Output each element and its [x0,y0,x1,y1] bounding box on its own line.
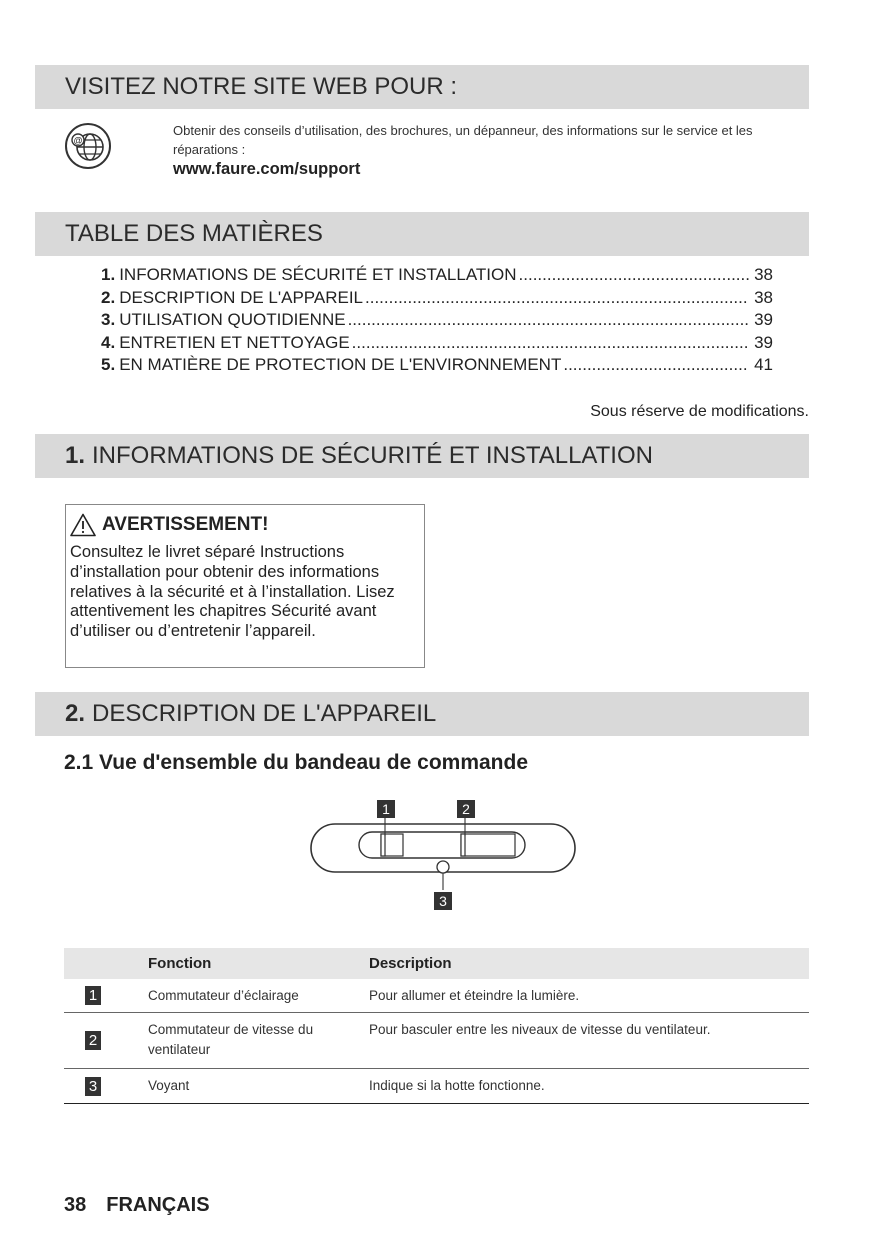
table-of-contents [101,265,773,378]
header-function: Fonction [148,955,212,972]
toc-item[interactable] [101,333,773,356]
control-functions-table [64,948,809,1104]
table-row [64,1069,809,1104]
website-description: Obtenir des conseils d’utilisation, des brochures, un dépanneur, des informations sur le service et les réparations : [173,123,753,157]
row-number-badge: 2 [85,1031,101,1050]
toc-item-number: 3. [101,310,116,329]
toc-item-page: 39 [754,332,773,352]
toc-item-number: 4. [101,332,116,352]
row-description: Indique si la hotte fonctionne. [369,1078,545,1093]
section-1-title: INFORMATIONS DE SÉCURITÉ ET INSTALLATION [92,442,653,469]
globe-at-icon [64,122,112,170]
row-description: Pour allumer et éteindre la lumière. [369,988,580,1003]
row-function: Commutateur de vitesse du ventilateur [148,1022,314,1057]
indicator-light [437,861,449,873]
page-footer [64,1194,210,1217]
subsection-title: 2.1 Vue d'ensemble du bandeau de commande [64,751,529,774]
callout-3-label: 3 [439,893,447,909]
warning-heading [70,513,419,537]
toc-leader-dots [563,355,749,375]
toc-leader-dots [352,333,749,353]
warning-text: Consultez le livret séparé Instructions d’installation pour obtenir des informations relatives à la sécurité et à l’installation. Lisez attentivement les chapitres Sécurité avant d’utiliser ou d’entretenir l’appareil. [70,543,395,641]
toc-leader-dots [365,288,749,308]
row-function: Commutateur d’éclairage [148,988,299,1003]
warning-box [65,504,425,668]
toc-item-page: 41 [754,355,773,374]
warning-title: AVERTISSEMENT! [102,514,269,535]
row-number-badge: 3 [85,1077,101,1096]
toc-item[interactable] [101,310,773,333]
website-section-title: VISITEZ NOTRE SITE WEB POUR : [65,73,458,100]
toc-leader-dots [348,310,749,330]
table-row [64,1013,809,1069]
toc-item-number: 5. [101,355,116,374]
toc-header [35,212,809,256]
callout-1-label: 1 [382,801,390,817]
fan-speed-switch [461,834,515,856]
toc-item-number: 2. [101,287,116,307]
toc-item-label: INFORMATIONS DE SÉCURITÉ ET INSTALLATION [119,265,517,284]
website-section-header [35,65,809,109]
table-header-row [64,948,809,979]
svg-text:@: @ [73,135,83,146]
warning-triangle-icon [70,513,96,537]
website-url-link[interactable]: www.faure.com/support [173,160,361,178]
footer-language: FRANÇAIS [106,1194,210,1216]
callout-2-label: 2 [462,801,470,817]
table-row [64,979,809,1013]
row-description: Pour basculer entre les niveaux de vitesse du ventilateur. [369,1022,711,1037]
section-2-header [35,692,809,736]
toc-item[interactable] [101,355,773,378]
toc-item-label: EN MATIÈRE DE PROTECTION DE L'ENVIRONNEMENT [119,355,562,374]
row-number-badge: 1 [85,986,101,1005]
toc-item[interactable] [101,288,773,311]
toc-item-page: 38 [754,287,773,307]
control-panel-diagram [305,796,585,914]
toc-item-page: 38 [754,265,773,284]
page-number: 38 [64,1194,87,1216]
toc-item-label: UTILISATION QUOTIDIENNE [119,310,346,329]
row-function: Voyant [148,1078,190,1093]
toc-item-label: DESCRIPTION DE L'APPAREIL [119,287,364,307]
modifications-note: Sous réserve de modifications. [590,403,809,420]
section-1-number: 1. [65,442,86,469]
toc-item-page: 39 [754,310,773,329]
section-2-title: DESCRIPTION DE L'APPAREIL [92,700,437,727]
toc-item[interactable] [101,265,773,288]
toc-leader-dots [519,265,749,285]
header-description: Description [369,955,452,972]
toc-title: TABLE DES MATIÈRES [65,220,323,247]
section-1-header [35,434,809,478]
section-2-number: 2. [65,700,86,727]
toc-item-number: 1. [101,265,116,284]
toc-item-label: ENTRETIEN ET NETTOYAGE [119,332,350,352]
